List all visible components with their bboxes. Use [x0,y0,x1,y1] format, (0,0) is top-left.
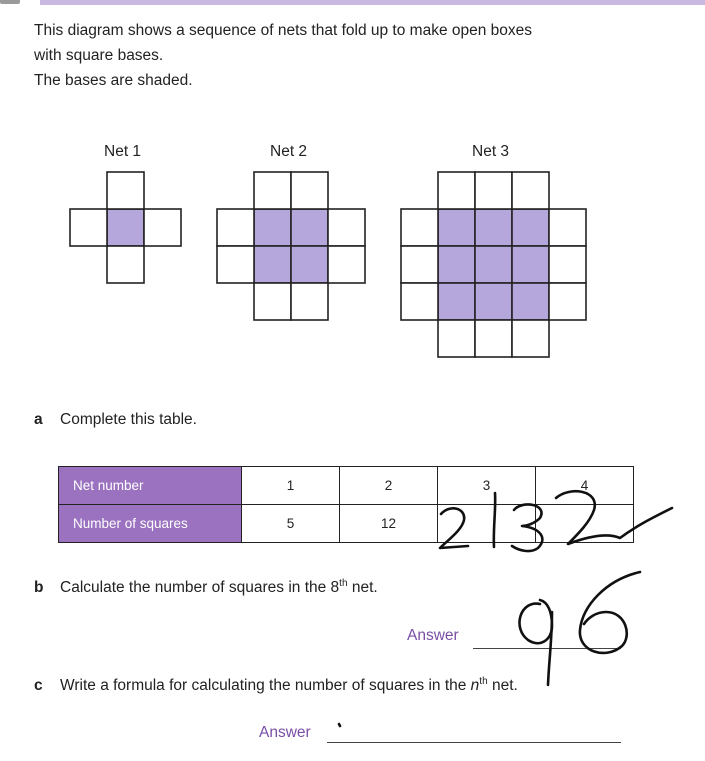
handwritten-dot [339,724,340,726]
net-2-label: Net 2 [270,143,308,160]
answer-b-label: Answer [407,627,459,644]
squares-1: 5 [242,505,340,543]
question-a-text: Complete this table. [60,411,197,428]
handwritten-2-net3 [440,508,468,548]
net-number-4: 4 [536,467,634,505]
squares-2: 12 [340,505,438,543]
question-b-letter: b [34,579,44,597]
handwritten-1-net3 [494,493,495,547]
net-1-label: Net 1 [104,143,142,160]
question-b-number: 8 [330,579,340,597]
question-b-text: Calculate the number of squares in the [60,579,331,597]
intro-line-3: The bases are shaded. [34,72,193,89]
net-number-1: 1 [242,467,340,505]
table-header-net-number: Net number [59,467,242,505]
handwritten-3-net4 [512,504,542,551]
question-b-suffix: th [339,578,348,589]
handwritten-2-net4 [556,491,672,544]
net-number-3: 3 [438,467,536,505]
handwritten-9 [519,600,552,643]
question-c-text: Write a formula for calculating the number of squares in the [60,677,471,695]
question-c-var: n [470,677,480,695]
question-a-letter: a [34,411,43,428]
handwritten-9-stem [548,612,552,685]
answer-c-label: Answer [259,724,311,741]
question-b-text-end: net. [347,579,378,597]
net-number-2: 2 [340,467,438,505]
handwritten-6 [580,572,640,653]
question-c-letter: c [34,677,43,695]
question-c-text-end: net. [487,677,518,695]
question-c-suffix: th [479,676,488,687]
intro-line-1: This diagram shows a sequence of nets that fold up to make open boxes [34,22,533,39]
table-header-squares: Number of squares [59,505,242,543]
intro-line-2: with square bases. [34,47,164,64]
net-3-label: Net 3 [472,143,510,160]
